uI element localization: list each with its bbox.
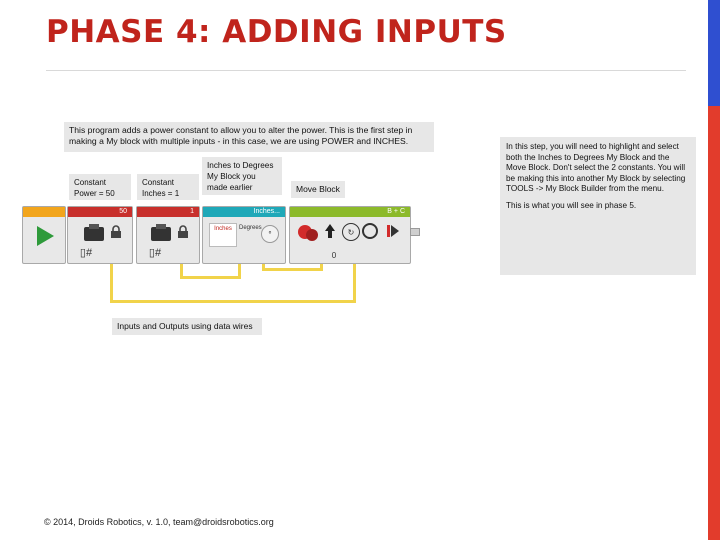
rotation-icon [362, 223, 378, 239]
brick-icon [82, 223, 108, 243]
myblock-input-label: Inches [214, 226, 232, 232]
sequence-plug[interactable] [410, 228, 420, 236]
constant-inches-header: 1 [137, 207, 199, 217]
constant-inches-note [137, 174, 199, 200]
data-wires-note: Inputs and Outputs using data wires [112, 318, 262, 335]
lock-icon-2 [177, 225, 189, 239]
wire-degrees-horizontal [262, 268, 322, 271]
hash-icon: ▯# [79, 246, 93, 259]
start-block[interactable] [22, 206, 66, 264]
play-triangle-icon [35, 225, 55, 247]
wire-power-vertical [110, 258, 113, 302]
constant-power-header: 50 [68, 207, 132, 217]
inches-to-degrees-note: Inches to Degrees My Block you made earlier [202, 157, 282, 195]
myblock-header: Inches... [203, 207, 285, 217]
lock-icon [110, 225, 122, 239]
myblock-input-icon [209, 223, 237, 247]
constant-power-note-text: Constant Power = 50 [74, 178, 115, 198]
degrees-icon: ° [261, 225, 279, 243]
brake-icon [386, 223, 400, 239]
constant-power-block[interactable] [67, 206, 133, 264]
instructions-text-2: This is what you will see in phase 5. [506, 200, 637, 210]
slide-title: PHASE 4: ADDING INPUTS [46, 14, 507, 50]
move-output-value: 0 [331, 250, 337, 260]
power-icon [324, 223, 336, 239]
intro-note: This program adds a power constant to allow you to alter the power. This is the first step in making a My block with multiple inputs - in this case, we are using POWER and INCHES. [64, 122, 434, 152]
instructions-panel [500, 137, 696, 275]
footer-copyright: © 2014, Droids Robotics, v. 1.0, team@droidsrobotics.org [44, 517, 274, 527]
hash-icon-2: ▯# [148, 246, 162, 259]
instructions-text-1: In this step, you will need to highlight and select both the Inches to Degrees My Block and the Move Block. Don't select the 2 constants. You will be making this into another My Block by selecting TOOLS -> My Block Builder from the menu. [506, 142, 686, 193]
move-block-note: Move Block [291, 181, 345, 198]
inches-to-degrees-myblock[interactable] [202, 206, 286, 264]
brick-icon-2 [149, 223, 175, 243]
myblock-output-icon [239, 223, 262, 245]
constant-power-note [69, 174, 131, 200]
move-steering-block[interactable] [289, 206, 411, 264]
start-block-header [23, 207, 65, 217]
steering-icon [296, 221, 320, 243]
wire-inches-horizontal [180, 276, 240, 279]
constant-inches-block[interactable] [136, 206, 200, 264]
myblock-output-label: Degrees [239, 225, 262, 231]
wire-power-horizontal [110, 300, 355, 303]
constant-inches-note-text: Constant Inches = 1 [142, 178, 180, 198]
move-block-header: B + C [290, 207, 410, 217]
degrees-icon-2: ↻ [342, 223, 360, 241]
